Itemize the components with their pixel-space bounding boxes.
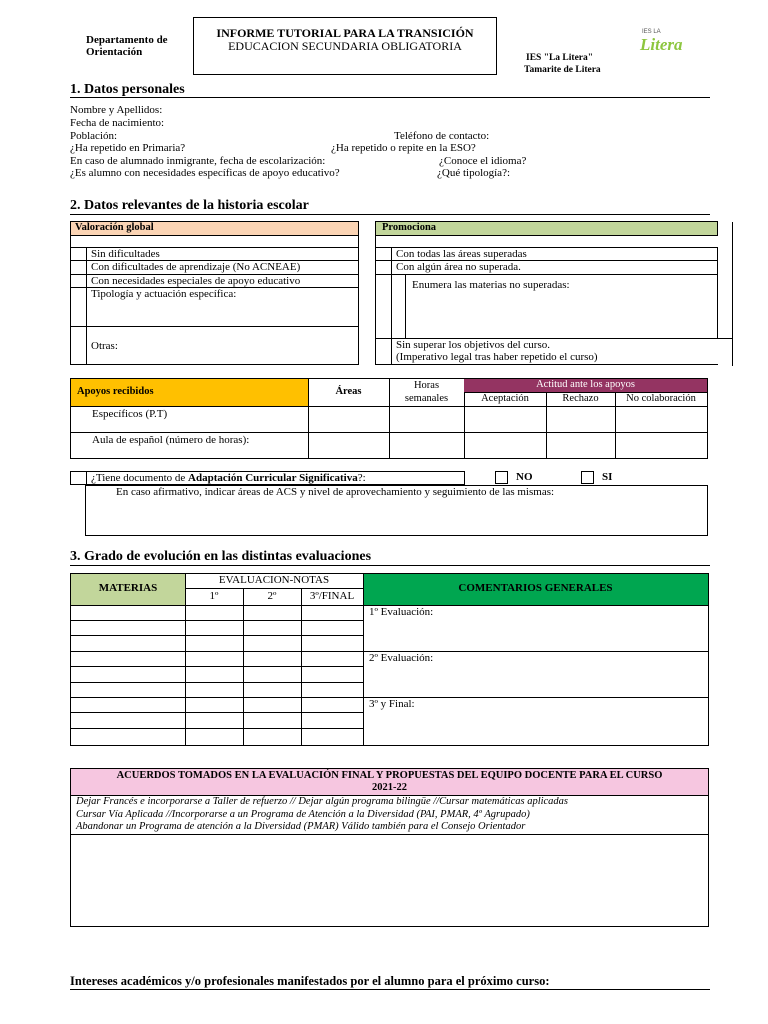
no-colaboracion-header: No colaboración — [626, 393, 696, 404]
evaluaciones-table — [70, 573, 709, 746]
valoracion-item-1: Sin dificultades — [91, 248, 160, 260]
valoracion-table — [70, 221, 359, 365]
promociona-item-4: Sin superar los objetivos del curso. — [396, 339, 550, 351]
section3-heading: 3. Grado de evolución en las distintas evaluaciones — [70, 549, 372, 564]
acuerdos-year: 2021-22 — [372, 782, 407, 794]
valoracion-item-3: Con necesidades especiales de apoyo educativo — [91, 275, 301, 287]
promociona-item-2: Con algún área no superada. — [396, 261, 521, 273]
aceptacion-header: Aceptación — [481, 393, 529, 404]
acuerdos-box — [70, 768, 709, 927]
acs-si-label: SI — [602, 471, 613, 483]
svg-text:Litera: Litera — [640, 35, 683, 54]
acuerdos-header — [71, 769, 708, 796]
apoyos-header: Apoyos recibidos — [71, 379, 308, 406]
acs-detail-box[interactable] — [85, 485, 708, 536]
field-necesidades: ¿Es alumno con necesidades específicas de apoyo educativo? — [70, 167, 340, 179]
valoracion-item-5: Otras: — [91, 340, 118, 352]
intereses-rule — [70, 989, 710, 990]
litera-logo-icon — [636, 22, 702, 58]
intereses-heading: Intereses académicos y/o profesionales manifestados por el alumno para el próximo curso: — [70, 974, 550, 988]
field-nombre: Nombre y Apellidos: — [70, 104, 163, 116]
evaluacion-1-label: 1º Evaluación: — [369, 606, 434, 618]
acuerdos-title: ACUERDOS TOMADOS EN LA EVALUACIÓN FINAL Y PROPUESTAS DEL EQUIPO DOCENTE PARA EL CURSO — [116, 770, 663, 781]
acs-no-label: NO — [516, 471, 533, 483]
valoracion-item-4: Tipología y actuación específica: — [91, 288, 237, 300]
field-repetido-eso: ¿Ha repetido o repite en la ESO? — [331, 142, 476, 154]
document-title: INFORME TUTORIAL PARA LA TRANSICIÓN — [216, 26, 474, 40]
school-town: Tamarite de Litera — [524, 65, 601, 75]
actitud-header: Actitud ante los apoyos — [464, 379, 707, 393]
field-telefono: Teléfono de contacto: — [394, 130, 490, 142]
promociona-item-1: Con todas las áreas superadas — [396, 248, 527, 260]
field-idioma: ¿Conoce el idioma? — [439, 155, 527, 167]
acs-question: ¿Tiene documento de Adaptación Curricular Significativa?: — [91, 472, 366, 484]
field-repetido-primaria: ¿Ha repetido en Primaria? — [70, 142, 186, 154]
col-3-header: 3º/FINAL — [309, 590, 355, 602]
apoyos-especificos: Específicos (P.T) — [92, 408, 168, 420]
horas-header-2: semanales — [404, 393, 449, 404]
apoyos-aula-espanol: Aula de español (número de horas): — [92, 434, 250, 446]
field-fecha-nacimiento: Fecha de nacimiento: — [70, 117, 165, 129]
section2-heading: 2. Datos relevantes de la historia escolar — [70, 198, 309, 213]
department-label: Departamento de — [86, 34, 168, 46]
areas-header: Áreas — [335, 386, 362, 397]
horas-header: Horas — [413, 380, 440, 391]
acs-no-checkbox[interactable] — [495, 471, 508, 484]
valoracion-item-2: Con dificultades de aprendizaje (No ACNEAE) — [91, 261, 301, 273]
acuerdos-line-3: Abandonar un Programa de atención a la Diversidad (PMAR) Válido también para el Consejo Orientador — [76, 821, 526, 832]
department-label-2: Orientación — [86, 46, 143, 58]
section2-rule — [70, 214, 710, 215]
document-subtitle: EDUCACION SECUNDARIA OBLIGATORIA — [228, 39, 462, 53]
acs-question-row — [70, 471, 465, 485]
col-1-header: 1º — [209, 590, 219, 602]
field-poblacion: Población: — [70, 130, 118, 142]
acs-detail-label: En caso afirmativo, indicar áreas de ACS y nivel de aprovechamiento y seguimiento de las mismas: — [116, 486, 555, 498]
valoracion-header: Valoración global — [71, 222, 358, 236]
evaluacion-3-label: 3º y Final: — [369, 698, 415, 710]
acuerdos-line-2: Cursar Vía Aplicada //Incorporarse a un Programa de Atención a la Diversidad (PAI, PMAR, 4º Agrupado) — [76, 809, 530, 820]
promociona-item-3: Enumera las materias no superadas: — [412, 279, 570, 291]
comentarios-header: COMENTARIOS GENERALES — [363, 574, 708, 605]
svg-text:IES LA: IES LA — [642, 29, 661, 35]
materias-header: MATERIAS — [71, 574, 185, 605]
school-logo — [636, 22, 702, 58]
rechazo-header: Rechazo — [562, 393, 599, 404]
section3-rule — [70, 565, 710, 566]
promociona-item-5: (Imperativo legal tras haber repetido el curso) — [396, 351, 598, 363]
acuerdos-line-1: Dejar Francés e incorporarse a Taller de refuerzo // Dejar algún programa bilingüe //Cursar matemáticas aplicadas — [76, 796, 569, 807]
field-inmigrante: En caso de alumnado inmigrante, fecha de escolarización: — [70, 155, 326, 167]
section1-rule — [70, 97, 710, 98]
section1-heading: 1. Datos personales — [70, 82, 185, 97]
school-name: IES "La Litera" — [526, 53, 594, 63]
field-tipologia: ¿Qué tipología?: — [437, 167, 511, 179]
evaluacion-2-label: 2º Evaluación: — [369, 652, 434, 664]
promociona-header: Promociona — [376, 222, 718, 236]
evaluacion-header: EVALUACION-NOTAS — [218, 574, 330, 586]
acs-si-checkbox[interactable] — [581, 471, 594, 484]
promociona-table — [375, 221, 718, 365]
apoyos-table — [70, 378, 708, 459]
title-box — [193, 17, 497, 75]
col-2-header: 2º — [267, 590, 277, 602]
